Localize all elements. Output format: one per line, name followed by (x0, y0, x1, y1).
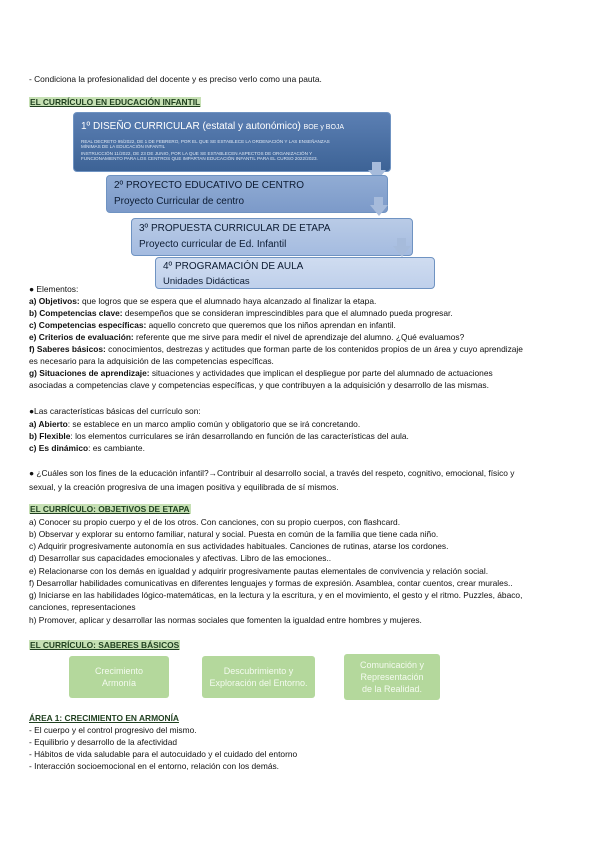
fines-line-1: ● ¿Cuáles son los fines de la educación infantil?→Contribuir al desarrollo social, a través del respeto, cognitivo, emocional, físico y (29, 468, 515, 478)
arrow-3-icon (393, 246, 411, 257)
saber-crecimiento-box: Crecimiento Armonía (69, 656, 169, 698)
objetivo-g: g) Iniciarse en las habilidades lógico-matemáticas, en la lectura y la escritura, y en el movimiento, el gesto y el ritmo. Puzzles, ábaco, (29, 590, 523, 600)
level-4-title: 4º PROGRAMACIÓN DE AULA (163, 261, 304, 272)
objetivo-f: f) Desarrollar habilidades comunicativas en diferentes lenguajes y formas de expresión. Asamblea, contar cuentos, crear murales.. (29, 578, 513, 588)
level-1-text-1: REAL DECRETO 95/2022, DE 1 DE FEBRERO, POR EL QUE SE ESTABLECE LA ORDENACIÓN Y LAS ENSEÑANZAS (81, 139, 330, 144)
objetivo-h: h) Promover, aplicar y desarrollar las normas sociales que fomenten la igualdad entre hombres y mujeres. (29, 615, 422, 625)
saber-comunicacion-box: Comunicación y Representación de la Realidad. (344, 654, 440, 700)
objetivo-c: c) Adquirir progresivamente autonomía en sus actividades habituales. Canciones de rutinas, atarse los cordones. (29, 541, 449, 551)
elementos-item-f: f) Saberes básicos: conocimientos, destrezas y actitudes que forman parte de los contenidos propios de un área y cuyo aprendizaje (29, 344, 523, 354)
fines-line-2: sexual, y la creación progresiva de una imagen positiva y equilibrada de sí mismos. (29, 482, 339, 492)
area1-item-4: - Interacción socioemocional en el entorno, relación con los demás. (29, 761, 279, 771)
elementos-item-f-cont: es necesario para la adquisición de las competencias específicas. (29, 356, 274, 366)
level-2-subtitle: Proyecto Curricular de centro (114, 196, 245, 207)
section-heading-objetivos: EL CURRÍCULO: OBJETIVOS DE ETAPA (30, 504, 190, 514)
objetivo-e: e) Relacionarse con los demás en igualdad y adquirir progresivamente pautas elementales de convivencia y relación social. (29, 566, 489, 576)
intro-line: - Condiciona la profesionalidad del docente y es preciso verlo como una pauta. (29, 74, 322, 84)
level-3-title: 3º PROPUESTA CURRICULAR DE ETAPA (139, 223, 331, 234)
caracteristicas-item-c: c) Es dinámico: es cambiante. (29, 443, 145, 453)
section-heading-curriculo: EL CURRÍCULO EN EDUCACIÓN INFANTIL (30, 97, 201, 107)
level-1-title: 1º DISEÑO CURRICULAR (estatal y autonómico) BOE y BOJA (81, 121, 345, 132)
caracteristicas-item-b: b) Flexible: los elementos curriculares se irán desarrollando en función de las características del aula. (29, 431, 409, 441)
area1-item-1: - El cuerpo y el control progresivo del mismo. (29, 725, 197, 735)
elementos-item-a: a) Objetivos: que logros que se espera que el alumnado haya alcanzado al finalizar la etapa. (29, 296, 377, 306)
area1-item-3: - Hábitos de vida saludable para el autocuidado y el cuidado del entorno (29, 749, 298, 759)
level-3-subtitle: Proyecto curricular de Ed. Infantil (139, 239, 287, 250)
elementos-item-e: e) Criterios de evaluación: referente que me sirve para medir el nivel de aprendizaje del alumno. ¿Qué evaluamos? (29, 332, 465, 342)
level-2-box (106, 175, 388, 213)
level-1-box (73, 112, 391, 172)
level-1-text-3: INSTRUCCIÓN 11/2022, DE 23 DE JUNIO, POR LA QUE SE ESTABLECEN ASPECTOS DE ORGANIZACIÓN Y (81, 151, 313, 156)
section-heading-saberes: EL CURRÍCULO: SABERES BÁSICOS (30, 640, 180, 650)
elementos-item-g: g) Situaciones de aprendizaje: situaciones y actividades que implican el despliegue por parte del alumnado de actuaciones (29, 368, 493, 378)
elementos-item-g-cont: asociadas a competencias clave y competencias específicas, y que contribuyen a la adquisición y desarrollo de las mismas. (29, 380, 489, 390)
saber-descubrimiento-box: Descubrimiento y Exploración del Entorno. (202, 656, 315, 698)
objetivo-d: d) Desarrollar sus capacidades emocionales y afectivas. Libro de las emociones.. (29, 553, 332, 563)
objetivo-g-cont: canciones, representaciones (29, 602, 136, 612)
level-4-subtitle: Unidades Didácticas (163, 276, 250, 287)
level-1-text-4: FUNCIONAMIENTO PARA LOS CENTROS QUE IMPARTAN EDUCACIÓN INFANTIL PARA EL CURSO 2022/2023. (81, 156, 318, 161)
caracteristicas-item-a: a) Abierto: se establece en un marco amplio común y obligatorio que se irá concretando. (29, 419, 361, 429)
elementos-item-b: b) Competencias clave: desempeños que se consideran imprescindibles para que el alumnado pueda progresar. (29, 308, 453, 318)
area1-item-2: - Equilibrio y desarrollo de la afectividad (29, 737, 178, 747)
level-1-text-2: MÍNIMAS DE LA EDUCACIÓN INFANTIL (81, 144, 166, 149)
caracteristicas-title: ●Las características básicas del currículo son: (29, 406, 201, 416)
elementos-item-c: c) Competencias específicas: aquello concreto que queremos que los niños aprendan en infantil. (29, 320, 396, 330)
level-3-box (131, 218, 413, 256)
level-2-title: 2º PROYECTO EDUCATIVO DE CENTRO (114, 180, 304, 191)
objetivo-b: b) Observar y explorar su entorno familiar, natural y social. Puesta en común de la familia que tiene cada niño. (29, 529, 439, 539)
section-heading-area1: ÁREA 1: CRECIMIENTO EN ARMONÍA (29, 713, 179, 723)
level-4-box (155, 257, 435, 289)
objetivo-a: a) Conocer su propio cuerpo y el de los otros. Con canciones, con su propio cuerpos, con flashcard. (29, 517, 401, 527)
arrow-2-icon (370, 205, 388, 216)
elementos-title: ● Elementos: (29, 284, 79, 294)
